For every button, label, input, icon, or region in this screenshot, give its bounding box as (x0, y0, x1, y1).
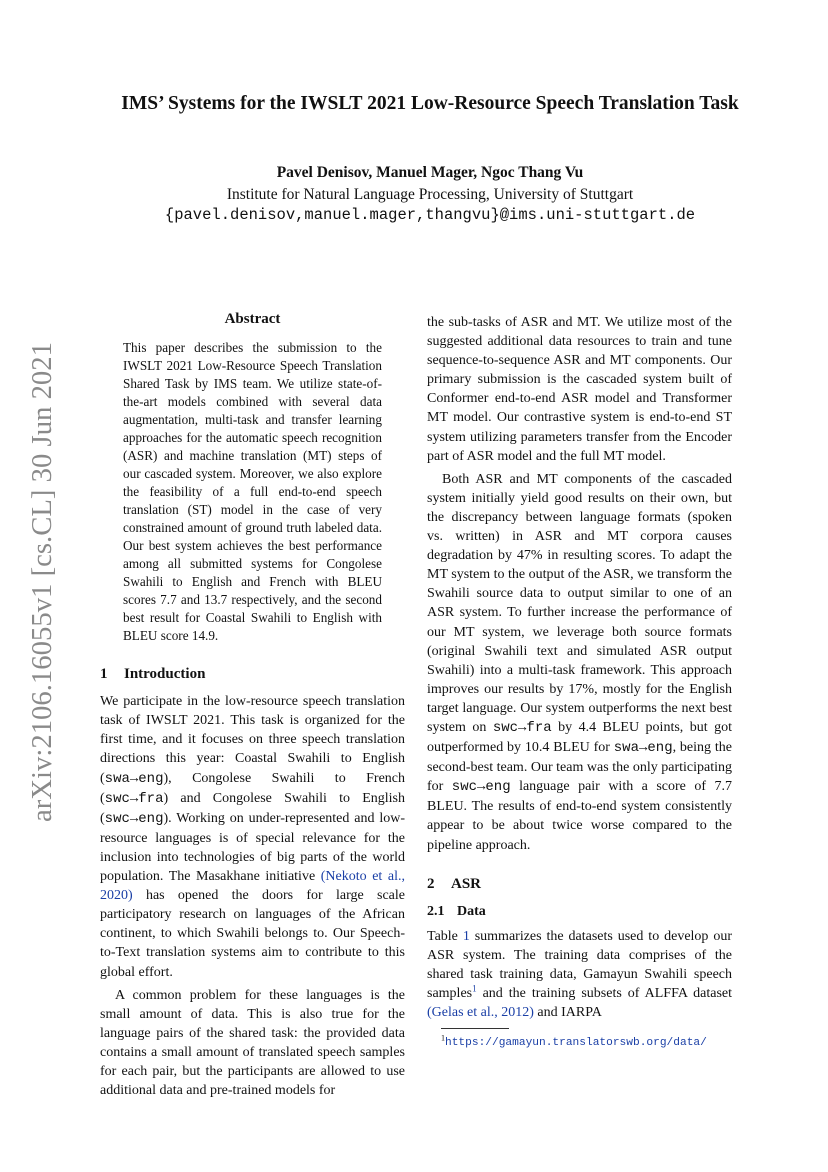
section-number: 2 (427, 875, 435, 892)
text-run: summarizes the datasets used to develop our ASR system. The training data comprises of the shared task training data, Gamayun Swahili speech samples (427, 928, 732, 1002)
language-pair-code: swa→eng (613, 740, 673, 757)
subsection-title: Data (457, 903, 486, 919)
paper-title: IMS’ Systems for the IWSLT 2021 Low-Resource Speech Translation Task (121, 93, 739, 114)
section-title: ASR (451, 875, 482, 892)
text-run: ), Congolese Swahili to French ( (100, 770, 405, 806)
abstract-heading: Abstract (224, 311, 281, 327)
footnote-url-link[interactable]: https://gamayun.translatorswb.org/data/ (445, 1037, 707, 1050)
section-heading-asr (427, 875, 732, 894)
right-column (427, 313, 732, 1053)
language-pair-code: swc→fra (104, 790, 164, 807)
intro-paragraph-1 (100, 692, 405, 981)
text-run: Both ASR and MT components of the cascaded system initially yield good results on their own, but the discrepancy between language formats (spoken vs. written) in ASR and MT corpora causes degradation by 47% in resulting scores. To adapt the MT system to the output of the ASR, we transform the Swahili source data to output similar to one of an ASR system. To further increase the performance of our MT system, we leverage both source formats (original Swahili text and simulated ASR output Swahili) into a multi-task framework. This approach improves our results by 17%, mostly for the English target language. Our system outperforms the next best system on (427, 471, 732, 735)
text-run: Table (427, 928, 463, 944)
author-list: Pavel Denisov, Manuel Mager, Ngoc Thang Vu (276, 164, 584, 181)
intro-paragraph-4 (427, 470, 732, 855)
footnote-mark: 1 (441, 1033, 445, 1043)
footnote (427, 1033, 732, 1053)
section-title: Introduction (124, 666, 206, 683)
section-heading-introduction (100, 665, 405, 684)
language-pair-code: swa→eng (104, 770, 164, 787)
footnote-divider (441, 1028, 509, 1029)
subsection-heading-data (427, 902, 732, 921)
intro-paragraph-2: A common problem for these languages is the small amount of data. This is also true for the language pairs of the shared task: the provided data contains a small amount of translated speech samples for each pair, but the participants are allowed to use additional data and pre-trained models for (100, 987, 405, 1099)
abstract-body: This paper describes the submission to the IWSLT 2021 Low-Resource Speech Translation Shared Task by IMS team. We utilize state-of-the-art models combined with several data augmentation, multi-task and transfer learning approaches for the automatic speech recognition (ASR) and machine translation (MT) steps of our cascaded system. Moreover, we also explore the feasibility of a full end-to-end speech translation (ST) model in the case of very constrained amount of ground truth labeled data. Our best system achieves the best performance among all submitted systems for Congolese Swahili to English and French with BLEU scores 7.7 and 13.7 respectively, and the second best result for Coastal Swahili to English with BLEU score 14.9. (123, 340, 382, 644)
email-list: {pavel.denisov,manuel.mager,thangvu}@ims.uni-stuttgart.de (164, 206, 696, 224)
text-run: has opened the doors for large scale participatory research on languages of the African continent, to which Swahili belongs to. Our Speech-to-Text translation systems aim to contribute to this global effort. (100, 888, 405, 980)
text-run: language pair with a score of 7.7 BLEU. The results of end-to-end system consistently appear to be about twice worse compared to the pipeline approach. (427, 779, 732, 853)
citation-link[interactable]: (Gelas et al., 2012) (427, 1005, 534, 1021)
arxiv-stamp (10, 330, 60, 830)
language-pair-code: swc→eng (104, 810, 164, 827)
arxiv-stamp-text: arXiv:2106.16055v1 [cs.CL] 30 Jun 2021 (26, 337, 58, 822)
text-run: We participate in the low-resource speech translation task of IWSLT 2021. This task is organized for the first time, and it focuses on three speech translation directions this year: Coastal Swahili to English ( (100, 694, 405, 786)
section-number: 1 (100, 666, 108, 683)
table-reference-link[interactable]: 1 (462, 928, 470, 944)
citation-link[interactable]: (Nekoto et al., 2020) (100, 869, 405, 904)
text-run: ) and Congolese Swahili to English ( (100, 790, 405, 826)
affiliation: Institute for Natural Language Processing, University of Stuttgart (226, 186, 634, 203)
text-run: , being the second-best team. Our team was the only participating for (427, 740, 732, 795)
text-run: by 4.4 BLEU points, but got outperformed by 10.4 BLEU for (427, 719, 732, 756)
text-run: and IARPA (533, 1005, 602, 1021)
text-run: ). Working on under-represented and low-resource languages is of special relevance for the inclusion into technologies of big parts of the world population. The Masakhane initiative (100, 810, 405, 885)
footnote-marker-link[interactable]: 1 (472, 983, 477, 994)
language-pair-code: swc→eng (451, 779, 511, 796)
language-pair-code: swc→fra (492, 719, 552, 736)
left-column (100, 310, 405, 1100)
intro-paragraph-3: the sub-tasks of ASR and MT. We utilize most of the suggested additional data resources to train and tune sequence-to-sequence ASR and MT components. Our primary submission is the cascaded system built of Conformer end-to-end ASR model and Transformer MT model. Our contrastive system is end-to-end ST system utilizing parameters transfer from the Encoder part of ASR model and the full MT model. (427, 315, 732, 464)
asr-data-paragraph (427, 927, 732, 1022)
text-run: and the training subsets of ALFFA dataset (476, 986, 732, 1002)
subsection-number: 2.1 (427, 903, 445, 919)
